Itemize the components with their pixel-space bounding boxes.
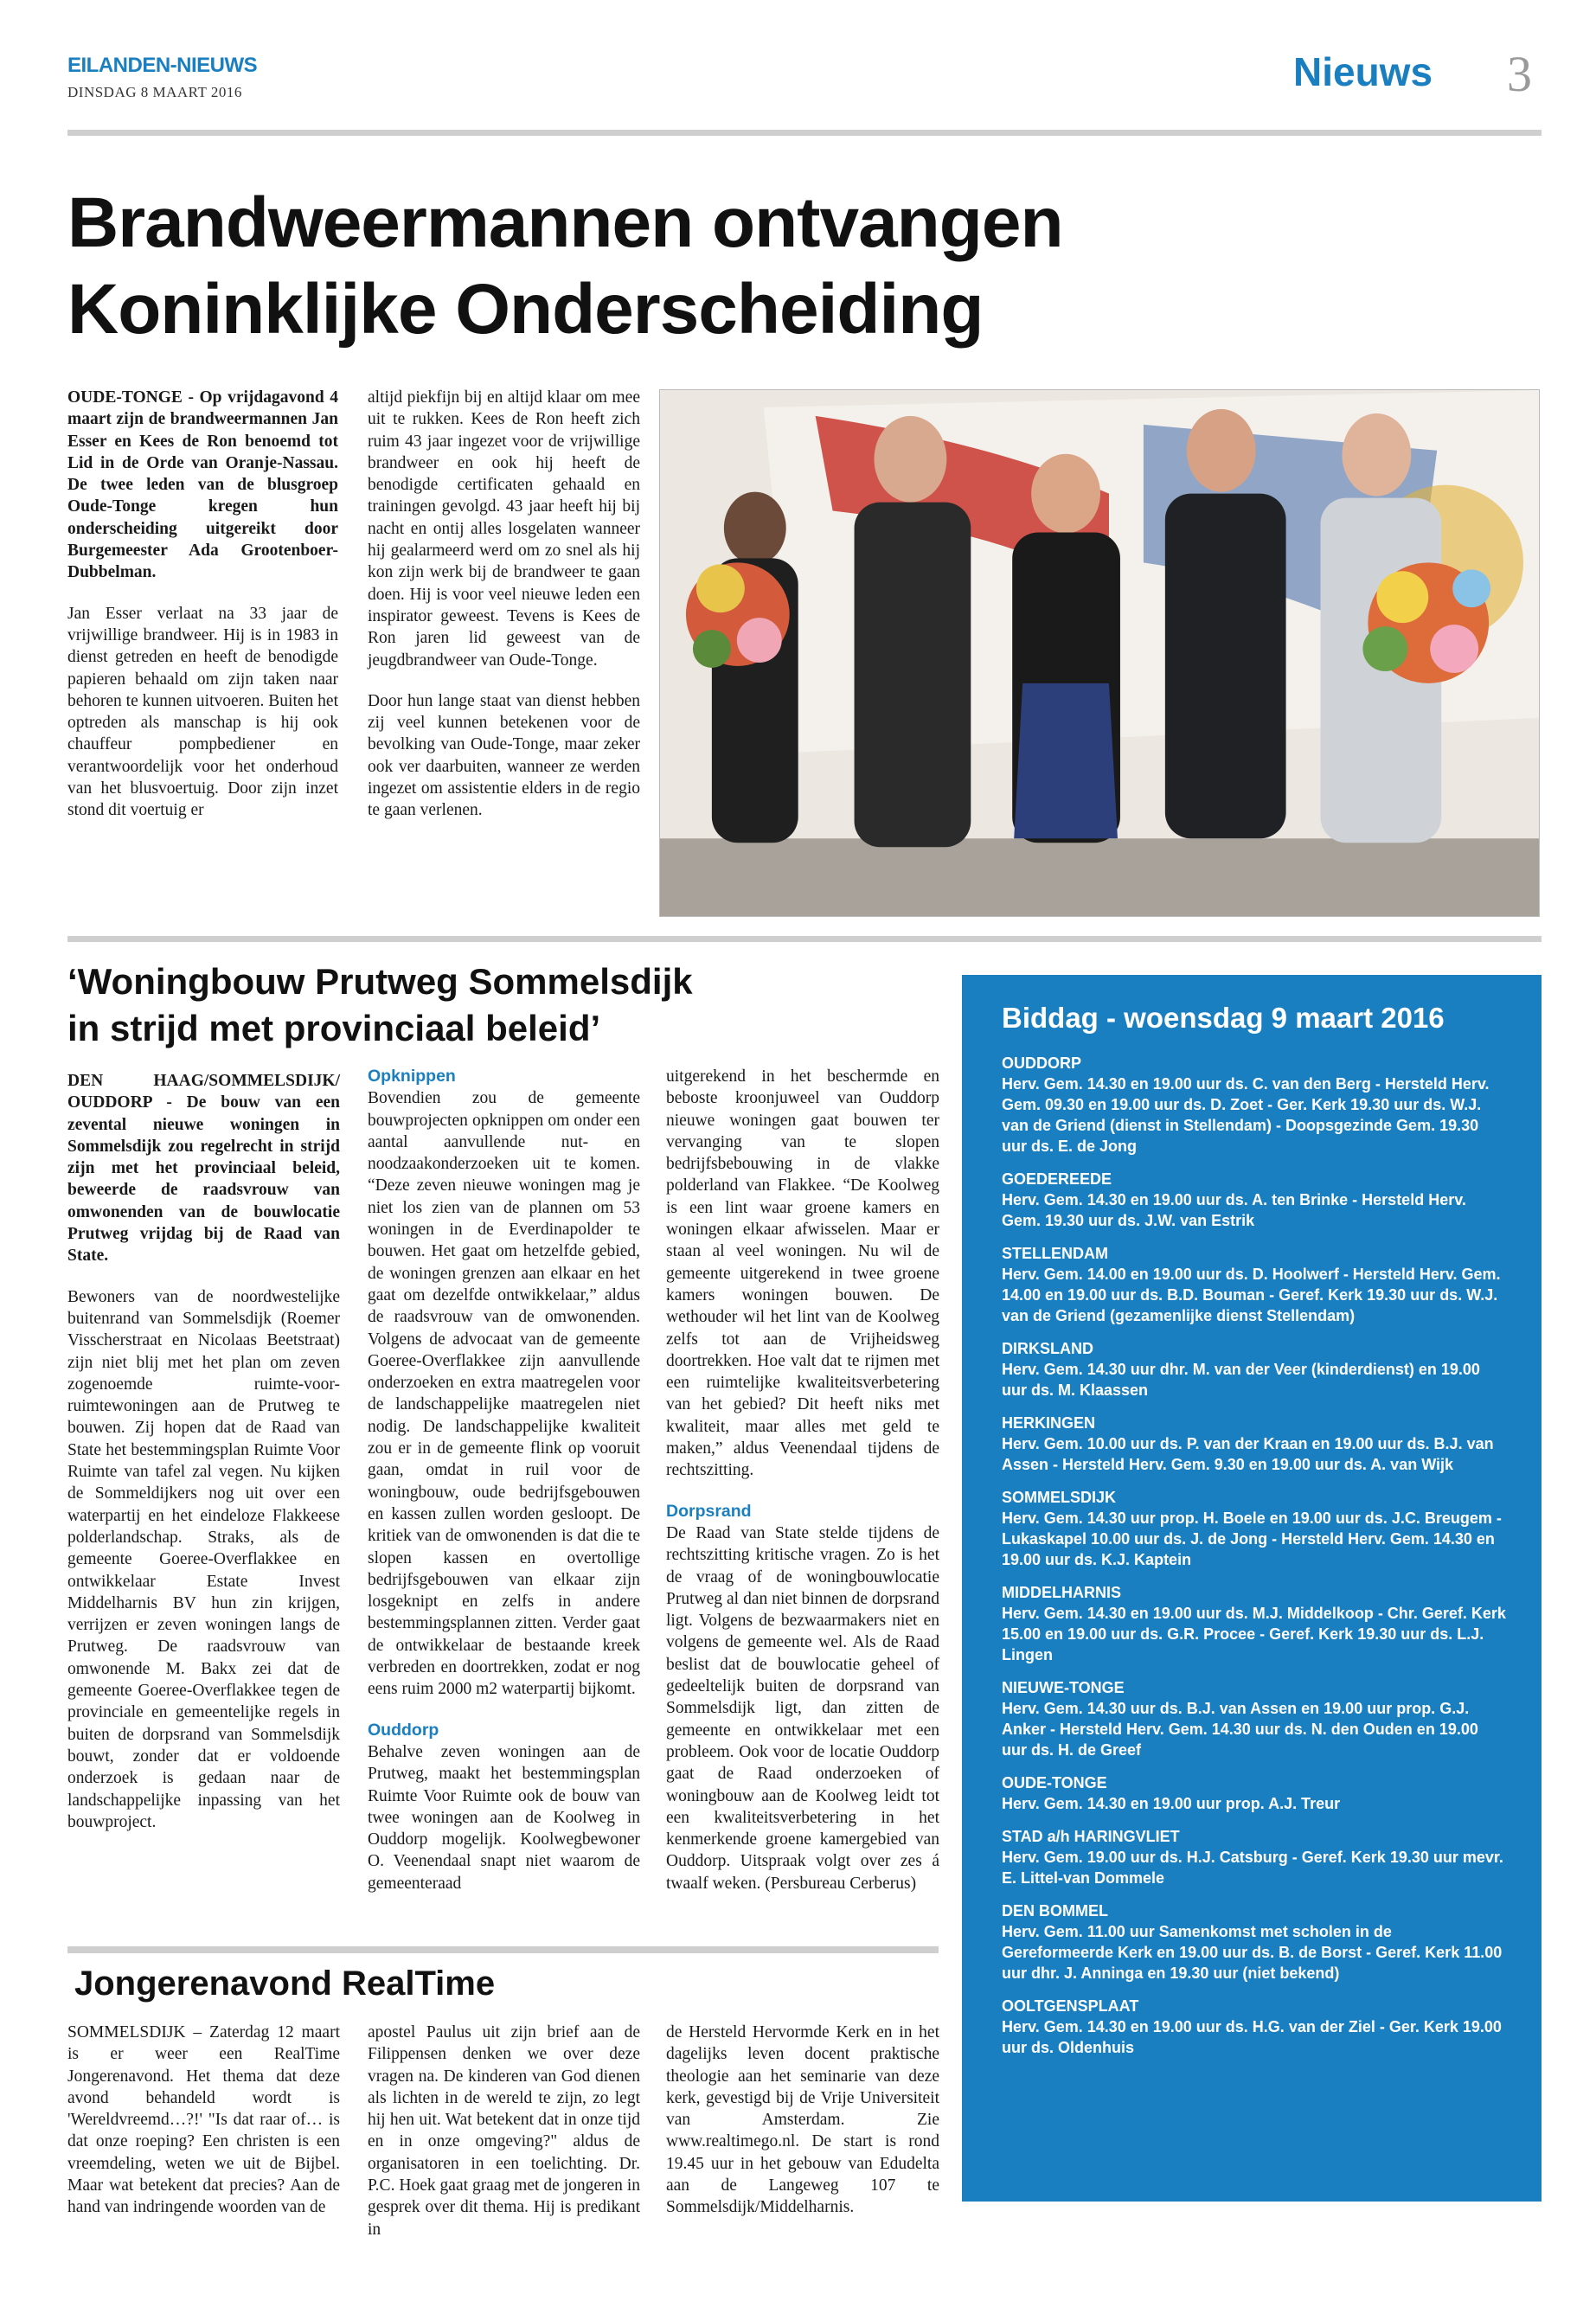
church-place: HERKINGEN xyxy=(1002,1414,1096,1432)
article1-column-1 xyxy=(67,387,338,822)
article2-paragraph-5: De Raad van State stelde tijdens de rechtszitting kritische vragen. Zo is het de vraag of de woningbouwlocatie Prutweg al dan niet binnen de dorpsrand ligt. Volgens de bezwaarmakers niet en volgens de gemeente wel. Als de Raad beslist dat de bouwlocatie geheel of gedeeltelijk buiten de dorpsrand van Sommelsdijk ligt, dan zitten de gemeente en ontwikkelaar met een probleem. Ook voor de locatie Ouddorp gaat de Raad onderzoeken of woningbouw aan de Koolweg leidt tot een kwaliteitsverbetering in het kenmerkende groene kamergebied van Ouddorp. Uitspraak volgt over zes á twaalf weken. (Persbureau Cerberus) xyxy=(666,1523,939,1893)
photo-illustration xyxy=(660,390,1539,916)
article2-column-2 xyxy=(368,1066,640,1894)
church-services-title: Biddag - woensdag 9 maart 2016 xyxy=(1002,1002,1445,1034)
article2-headline-line1: ‘Woningbouw Prutweg Sommelsdijk xyxy=(67,961,693,1002)
church-schedule: Herv. Gem. 14.30 uur ds. B.J. van Assen en 19.00 uur prop. G.J. Anker - Hersteld Herv. Gem. 14.30 uur ds. N. den Ouden en 19.00 uur ds. H. de Greef xyxy=(1002,1700,1478,1759)
article1-lead: OUDE-TONGE - Op vrijdagavond 4 maart zijn de brandweermannen Jan Esser en Kees de Ron benoemd tot Lid in de Orde van Oranje-Nassau. De twee leden van de blusgroep Oude-Tonge kregen hun onderscheiding uitgereikt door Burgemeester Ada Grootenboer-Dubbelman. xyxy=(67,388,338,582)
article2-subhead-dorpsrand: Dorpsrand xyxy=(666,1501,752,1521)
church-schedule: Herv. Gem. 14.30 en 19.00 uur ds. H.G. van der Ziel - Ger. Kerk 19.00 uur ds. Oldenhuis xyxy=(1002,2018,1502,2056)
church-entry xyxy=(1002,1826,1507,1888)
article3-top-rule xyxy=(67,1946,939,1953)
article2-column-1 xyxy=(67,1070,340,1833)
church-schedule: Herv. Gem. 14.30 en 19.00 uur ds. A. ten Brinke - Hersteld Herv. Gem. 19.30 uur ds. J.W. van Estrik xyxy=(1002,1191,1466,1229)
award-ceremony-photo xyxy=(659,389,1540,917)
article2-paragraph-2: Bovendien zou de gemeente bouwprojecten opknippen om onder een aantal aanvullende nut- en noodzaakonderzoeken uit te komen. “Deze zeven nieuwe woningen mag je niet los zien van de plannen om 53 woningen in de Everdinapolder te bouwen. Het gaat om hetzelfde gebied, de woningen grenzen aan elkaar en het gaat om dezelfde ontwikkelaar,” aldus de raadsvrouw van de omwonenden. Volgens de advocaat van de gemeente Goeree-Overflakkee zijn aanvullende onderzoeken en extra maatregelen voor de landschappelijke maatregelen niet nodig. De landschappelijke kwaliteit zou er in de gemeente flink op vooruit gaan, omdat in ruil voor de woningbouw, oude bedrijfsgebouwen en kassen zullen worden gesloopt. De kritiek van de omwonenden is dat die te slopen kassen en overtollige bedrijfsgebouwen van elkaar zijn losgeknipt en zelfs in andere bestemmingsplannen zitten. Verder gaat de ontwikkelaar de bestaande kreek verbreden en doortrekken, zodat er nog eens ruim 2000 m2 waterpartij bijkomt. xyxy=(368,1089,640,1699)
church-place: SOMMELSDIJK xyxy=(1002,1489,1117,1506)
article3-column-1 xyxy=(67,2022,340,2219)
header-rule xyxy=(67,130,1542,136)
church-schedule: Herv. Gem. 10.00 uur ds. P. van der Kraan en 19.00 uur ds. B.J. van Assen - Hersteld Herv. Gem. 9.30 en 19.00 uur ds. A. van Wijk xyxy=(1002,1435,1494,1473)
church-place: MIDDELHARNIS xyxy=(1002,1584,1121,1601)
church-place: DEN BOMMEL xyxy=(1002,1902,1108,1920)
article1-headline xyxy=(67,180,1192,353)
church-schedule: Herv. Gem. 14.30 en 19.00 uur ds. C. van den Berg - Hersteld Herv. Gem. 09.30 en 19.00 uur ds. D. Zoet - Ger. Kerk 19.30 uur ds. W.J. van de Griend (dienst in Stellendam) - Doopsgezinde Gem. 19.30 uur ds. E. de Jong xyxy=(1002,1075,1490,1155)
church-entry xyxy=(1002,1487,1507,1570)
article1-column-2 xyxy=(368,387,640,822)
church-schedule: Herv. Gem. 11.00 uur Samenkomst met scholen in de Gereformeerde Kerk en 19.00 uur ds. B. de Borst - Geref. Kerk 11.00 uur dhr. J. Anninga en 19.30 uur (niet bekend) xyxy=(1002,1923,1503,1982)
church-place: STAD a/h HARINGVLIET xyxy=(1002,1828,1180,1845)
article2-column-3 xyxy=(666,1066,939,1894)
church-place: GOEDEREEDE xyxy=(1002,1170,1112,1188)
church-schedule: Herv. Gem. 19.00 uur ds. H.J. Catsburg - Geref. Kerk 19.30 uur mevr. E. Littel-van Dommele xyxy=(1002,1849,1503,1887)
article2-subhead-ouddorp: Ouddorp xyxy=(368,1720,439,1740)
article3-paragraph-3: de Hersteld Hervormde Kerk en in het dagelijks leven docent praktische theologie aan het seminarie van deze kerk, gevestigd bij de Vrije Universiteit van Amsterdam. Zie www.realtimego.nl. De start is rond 19.45 uur in het gebouw van Edudelta aan de Langeweg 107 te Sommelsdijk/Middelharnis. xyxy=(666,2023,939,2217)
church-place: OUDE-TONGE xyxy=(1002,1774,1107,1791)
article3-paragraph-2: apostel Paulus uit zijn brief aan de Filippensen denken we over deze vragen na. De kinderen van God dienen als lichten in de wereld te zijn, zo legt hij hen uit. Wat betekent dat in onze tijd en in onze omgeving?" aldus de organisatoren in een toelichting. Dr. P.C. Hoek gaat graag met de jongeren in gesprek over dit thema. Hij is predikant in xyxy=(368,2023,640,2239)
church-place: DIRKSLAND xyxy=(1002,1340,1093,1357)
church-entry xyxy=(1002,1169,1507,1231)
church-place: OOLTGENSPLAAT xyxy=(1002,1997,1139,2015)
article1-headline-line2: Koninklijke Onderscheiding xyxy=(67,270,984,349)
article1-paragraph-2: altijd piekfijn bij en altijd klaar om mee uit te rukken. Kees de Ron heeft zich ruim 43 jaar ingezet voor de vrijwillige brandweer en ook hij heeft de benodigde certificaten gehaald en trainingen gevolgd. 43 jaar heeft hij bij nacht en ontij alles losgelaten wanneer hij gealarmeerd werd om zo snel als hij kon zijn werk bij de brandweer te gaan doen. Hij is voor veel nieuwe leden een inspirator geweest. Tevens is Kees de Ron jaren lid geweest van de jeugdbrandweer van Oude-Tonge. xyxy=(368,388,640,670)
article2-paragraph-3: Behalve zeven woningen aan de Prutweg, maakt het bestemmingsplan Ruimte Voor Ruimte ook de bouw van twee woningen aan de Koolweg in Ouddorp mogelijk. Koolwegbewoner O. Veenendaal snapt niet waarom de gemeenteraad xyxy=(368,1742,640,1893)
church-place: STELLENDAM xyxy=(1002,1245,1108,1262)
article1-headline-line1: Brandweermannen ontvangen xyxy=(67,183,1063,262)
article3-column-3 xyxy=(666,2022,939,2219)
article1-bottom-rule xyxy=(67,936,1542,942)
issue-date: DINSDAG 8 MAART 2016 xyxy=(67,84,242,100)
section-label: Nieuws xyxy=(1293,49,1433,94)
article2-headline xyxy=(67,958,933,1052)
church-entry xyxy=(1002,1996,1507,2058)
church-entry xyxy=(1002,1243,1507,1326)
church-schedule: Herv. Gem. 14.30 uur dhr. M. van der Veer (kinderdienst) en 19.00 uur ds. M. Klaassen xyxy=(1002,1361,1480,1399)
church-entry xyxy=(1002,1413,1507,1475)
church-schedule: Herv. Gem. 14.30 en 19.00 uur prop. A.J. Treur xyxy=(1002,1795,1341,1812)
article2-paragraph-4: uitgerekend in het beschermde en beboste kroonjuweel van Ouddorp nieuwe woningen gaat bouwen ter vervanging van te slopen bedrijfsbebouwing in de vlakke polderland van Flakkee. “De Koolweg is een lint waar groene kamers en woningen elkaar afwisselen. Maar er staan al veel woningen. Nu wil de gemeente uitgerekend in twee groene kamers woningen bouwen. De wethouder wil het lint van de Koolweg zelfs tot aan de Vrijheidsweg doortrekken. Hoe valt dat te rijmen met een ruimtelijke kwaliteitsverbetering van het gebied? Dit heeft niks met kwaliteit, maar alles met geld te maken,” aldus Veenendaal tijdens de rechtszitting. xyxy=(666,1067,939,1480)
church-entry xyxy=(1002,1053,1507,1157)
church-schedule: Herv. Gem. 14.30 en 19.00 uur ds. M.J. Middelkoop - Chr. Geref. Kerk 15.00 en 19.00 uur ds. G.R. Procee - Geref. Kerk 19.30 uur ds. L.J. Lingen xyxy=(1002,1605,1506,1663)
church-entry xyxy=(1002,1582,1507,1665)
article2-subhead-opknippen: Opknippen xyxy=(368,1067,456,1086)
article1-paragraph-1: Jan Esser verlaat na 33 jaar de vrijwillige brandweer. Hij is in 1983 in dienst getreden en heeft de benodigde papieren behaald om zijn taken naar behoren te kunnen uitvoeren. Buiten het optreden als manschap is hij ook chauffeur pompbediener en verantwoordelijk voor het onderhoud van het blusvoertuig. Door zijn inzet stond dit voertuig er xyxy=(67,604,338,820)
article2-headline-line2: in strijd met provinciaal beleid’ xyxy=(67,1008,601,1048)
article3-paragraph-1: SOMMELSDIJK – Zaterdag 12 maart is er weer een RealTime Jongerenavond. Het thema dat deze avond behandeld wordt is 'Wereldvreemd…?!' "Is dat raar of… is dat onze roeping? Een christen is een vreemdeling, weten we uit de Bijbel. Maar wat betekent dat precies? Aan de hand van indringende woorden van de xyxy=(67,2023,340,2217)
church-schedule: Herv. Gem. 14.30 uur prop. H. Boele en 19.00 uur ds. J.C. Breugem - Lukaskapel 10.00 uur ds. J. de Jong - Hersteld Herv. Gem. 14.30 en 19.00 uur ds. K.J. Kaptein xyxy=(1002,1509,1502,1568)
church-services-list xyxy=(1002,1053,1507,2058)
article2-lead: DEN HAAG/SOMMELSDIJK/ OUDDORP - De bouw van een zevental nieuwe woningen in Sommelsdijk zou regelrecht in strijd zijn met het provinciaal beleid, beweerde de raadsvrouw van omwonenden van de bouwlocatie Prutweg vrijdag bij de Raad van State. xyxy=(67,1072,340,1266)
church-entry xyxy=(1002,1772,1507,1814)
article3-column-2 xyxy=(368,2022,640,2240)
page-number: 3 xyxy=(1507,46,1532,102)
church-entry xyxy=(1002,1338,1507,1400)
church-schedule: Herv. Gem. 14.00 en 19.00 uur ds. D. Hoolwerf - Hersteld Herv. Gem. 14.00 en 19.00 uur ds. B.D. Bouman - Geref. Kerk 19.30 uur ds. W.J. van de Griend (gezamenlijke dienst Stellendam) xyxy=(1002,1266,1501,1324)
church-services-box xyxy=(962,975,1542,2202)
church-place: NIEUWE-TONGE xyxy=(1002,1679,1125,1696)
article3-headline: Jongerenavond RealTime xyxy=(74,1965,496,2003)
article2-paragraph-1: Bewoners van de noordwestelijke buitenrand van Sommelsdijk (Roemer Visscherstraat en Nicolaas Beetstraat) zijn niet blij met het plan om zeven zogenoemde ruimte-voor-ruimtewoningen aan de Prutweg te bouwen. Zij hopen dat de Raad van State het bestemmingsplan Ruimte Voor Ruimte van tafel zal vegen. Nu kijken de Sommeldijkers nog uit over een waterpartij en het eindeloze Flakkeese polderlandschap. Straks, als de gemeente Goeree-Overflakkee en ontwikkelaar Estate Invest Middelharnis BV hun zin krijgen, verrijzen er zeven woningen langs de Prutweg. De raadsvrouw van omwonende M. Bakx zei dat de gemeente Goeree-Overflakkee tegen de provinciale en gemeentelijke regels in buiten de dorpsrand van Sommelsdijk bouwt, zonder dat er voldoende onderzoek is gedaan naar de landschappelijke inpassing van het bouwproject. xyxy=(67,1287,340,1831)
article1-paragraph-3: Door hun lange staat van dienst hebben zij veel kunnen betekenen voor de bevolking van Oude-Tonge, maar zeker ook ver daarbuiten, wanneer ze werden ingezet om assistentie elders in de regio te gaan verlenen. xyxy=(368,691,640,820)
church-entry xyxy=(1002,1677,1507,1760)
church-entry xyxy=(1002,1900,1507,1984)
church-place: OUDDORP xyxy=(1002,1054,1082,1072)
masthead-logo: EILANDEN-NIEUWS xyxy=(67,54,258,77)
